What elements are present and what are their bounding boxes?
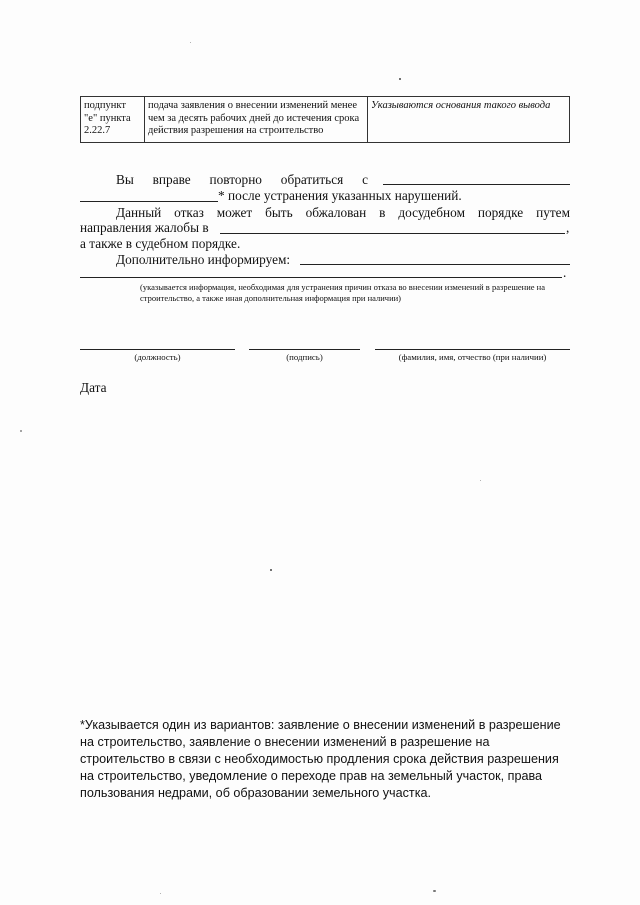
signature-line: [249, 349, 360, 350]
additional-info-line2: [80, 277, 562, 278]
refusal-grounds-table: [80, 96, 570, 143]
scan-speck: [270, 569, 272, 571]
signature-caption: (подпись): [286, 352, 323, 362]
additional-info-label: Дополнительно информируем:: [116, 252, 291, 267]
scan-speck: [433, 890, 436, 892]
additional-info-line1: [300, 264, 570, 265]
scan-speck: [190, 42, 191, 43]
scan-speck: [20, 430, 22, 432]
appeal-text-line1: Данный отказ может быть обжалован в досудебном порядке путем: [116, 205, 570, 220]
reapply-blank-line: [383, 184, 570, 185]
additional-info-hint: (указывается информация, необходимая для устранения причин отказа во внесении изменений в разрешение на строительство, а также иная дополнительная информация при наличии): [140, 282, 545, 303]
full-name-caption: (фамилия, имя, отчество (при наличии): [398, 352, 547, 362]
appeal-comma: ,: [566, 220, 570, 235]
reapply-tail-text: * после устранения указанных нарушений.: [218, 188, 462, 203]
ground-cell: подача заявления о внесении изменений менее чем за десять рабочих дней до истечения срока действия разрешения на строительство: [145, 97, 368, 143]
date-label: Дата: [80, 380, 107, 395]
additional-info-period: .: [563, 265, 567, 280]
scan-speck: [160, 893, 161, 894]
position-line: [80, 349, 235, 350]
scan-speck: [480, 480, 481, 481]
appeal-body-blank-line: [220, 233, 565, 234]
appeal-text-line3: а также в судебном порядке.: [80, 236, 241, 251]
scan-speck: [399, 78, 401, 80]
position-caption: (должность): [134, 352, 181, 362]
clause-cell: подпункт "е" пункта 2.22.7: [81, 97, 145, 143]
footnote: *Указывается один из вариантов: заявление о внесении изменений в разрешение на строительство, заявление о внесении изменений в разрешение на строительство в связи с необходимостью продления срока действия разрешения на строительство, уведомление о переходе прав на земельный участок, права пользования недрами, об образовании земельного участка.: [80, 718, 561, 800]
table-row: [81, 97, 570, 143]
appeal-text-line2: направления жалобы в: [80, 220, 209, 235]
reapply-text: Вы вправе повторно обратиться с: [116, 172, 368, 187]
full-name-line: [375, 349, 570, 350]
explanation-cell: Указываются основания такого вывода: [368, 97, 570, 143]
reapply-blank-line-2: [80, 201, 218, 202]
